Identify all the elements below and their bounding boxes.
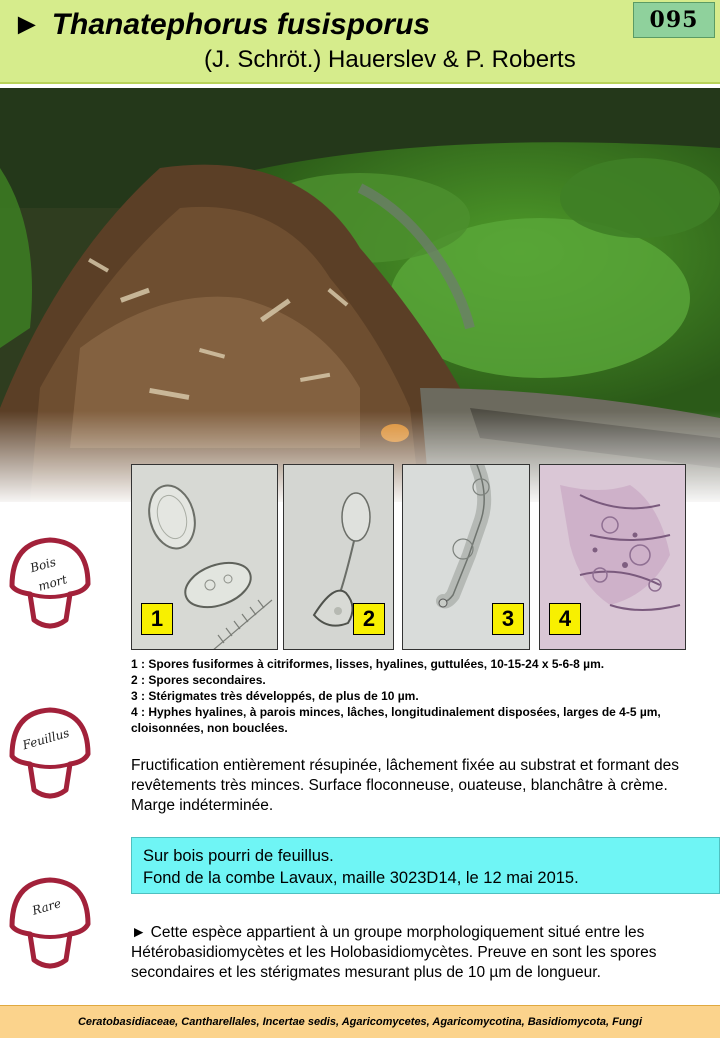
habitat-photo <box>0 88 720 502</box>
mushroom-stamp-icon <box>4 868 96 972</box>
host-label: Feuillus <box>20 725 71 753</box>
habitat-box <box>131 837 720 894</box>
substrate-label-line1: Bois <box>28 554 58 576</box>
micrograph-number-2: 2 <box>353 603 385 635</box>
species-name: Thanatephorus fusisporus <box>51 8 431 41</box>
habitat-location: Fond de la combe Lavaux, maille 3023D14, le 12 mai 2015. <box>143 869 579 887</box>
species-title <box>12 8 430 42</box>
taxonomy-note: ► Cette espèce appartient à un groupe morphologiquement situé entre les Hétérobasidiomycètes et les Holobasidiomycètes. Preuve en sont les spores secondaires et les stérigmates mesurant plus de 10 µm de longueur. <box>131 924 657 981</box>
micrograph-number-1: 1 <box>141 603 173 635</box>
rarity-label: Rare <box>30 896 63 918</box>
micrograph-spores <box>131 464 278 650</box>
micrograph-sterigmata <box>402 464 530 650</box>
caption-3: 3 : Stérigmates très développés, de plus de 10 µm. <box>131 689 419 703</box>
macroscopic-description: Fructification entièrement résupinée, lâchement fixée au substrat et formant des revêtements très minces. Surface floconneuse, ouateuse, blanchâtre à crème. Marge indéterminée. <box>131 757 679 814</box>
species-author: (J. Schröt.) Hauerslev & P. Roberts <box>204 46 576 73</box>
header-banner <box>0 0 720 84</box>
micrograph-number-4: 4 <box>549 603 581 635</box>
caption-2: 2 : Spores secondaires. <box>131 673 266 687</box>
substrate-label-line2: mort <box>36 572 69 594</box>
micrograph-hyphae <box>539 464 686 650</box>
mushroom-stamp-icon <box>4 698 96 802</box>
title-arrow-icon: ► <box>12 8 42 41</box>
caption-1: 1 : Spores fusiformes à citriformes, lisses, hyalines, guttulées, 10-15-24 x 5-6-8 µm. <box>131 657 605 671</box>
sheet-number: 095 <box>633 2 715 38</box>
micrograph-captions <box>131 656 719 736</box>
host-stamp <box>4 698 96 802</box>
substrate-stamp <box>4 528 96 632</box>
caption-4: 4 : Hyphes hyalines, à parois minces, lâches, longitudinalement disposées, larges de 4-5 µm, cloisonnées, non bouclées. <box>131 705 661 735</box>
habitat-substrate: Sur bois pourri de feuillus. <box>143 847 334 865</box>
micrograph-number-3: 3 <box>492 603 524 635</box>
classification-footer: Ceratobasidiaceae, Cantharellales, Incertae sedis, Agaricomycetes, Agaricomycotina, Basidiomycota, Fungi <box>0 1005 720 1038</box>
micrograph-secondary-spores <box>283 464 394 650</box>
rarity-stamp <box>4 868 96 972</box>
